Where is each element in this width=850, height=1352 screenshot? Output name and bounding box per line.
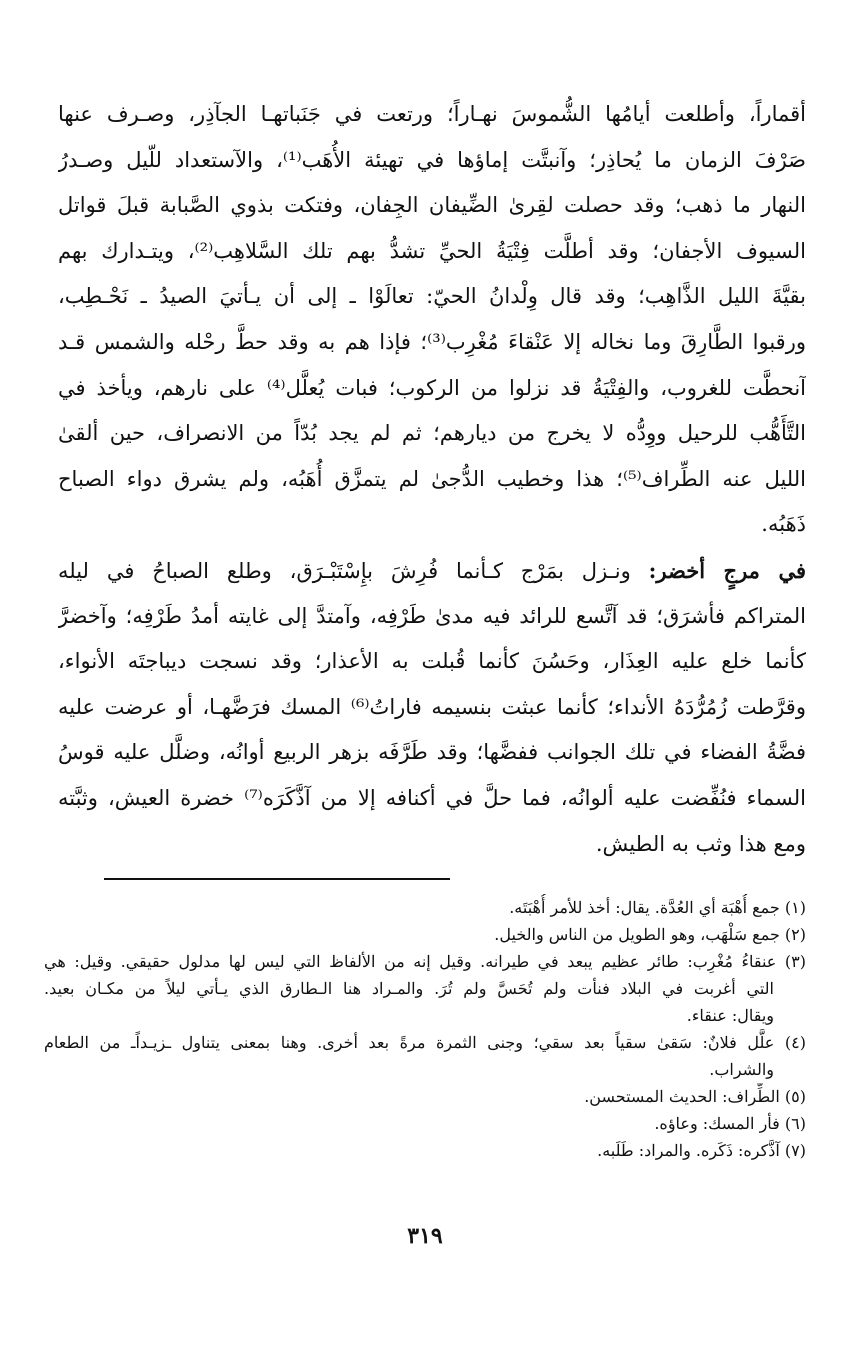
footnote: (٢) جمع سَلْهَب، وهو الطويل من الناس والخيل. (494, 925, 806, 944)
section-first-line (58, 548, 806, 594)
footnote: (٧) آذَّكره: ذَكَره. والمراد: طَلَبه. (597, 1141, 806, 1160)
footnote-continuation: ويقال: عنقاء. (686, 1006, 774, 1025)
text-line-rest: ونـزل بمَرْج كـأنما فُرِشَ بإِسْتَبْـرَق، وطلع الصباحُ في ليله (58, 558, 631, 583)
page-number: ٣١٩ (407, 1223, 443, 1249)
text-line: الليل عنه الطِّراف⁽⁵⁾؛ هذا وخطيب الدُّجىٰ لم يتمزَّق أُهَبُه، ولم يشرق دواء الصباح (58, 466, 806, 491)
text-line: التَّأَهُّب للرحيل ووِدُّه لا يخرج من ديارهم؛ ثم لم يجد بُدّاً من الانصراف، حين ألقىٰ (58, 421, 806, 446)
footnote: (٤) علَّل فلانٌ: سَقىٰ سقياً بعد سقي؛ وجنى الثمرة مرةً بعد أخرى. وهنا بمعنى يتناول ـزيـداًـ من الطعام (44, 1033, 806, 1052)
section-heading: في مرجٍ أخضر: (648, 557, 806, 583)
text-line: وقرَّطت زُمُرُّدَهُ الأنداء؛ كأنما عبثت بنسيمه فاراتُ⁽⁶⁾ المسك فرَضَّهـا، أو عرضت عليه (58, 694, 806, 719)
footnote-continuation: والشراب. (709, 1060, 774, 1079)
text-line: صَرْفَ الزمان ما يُحاذِر؛ وآنبتَّت إماؤها في تهيئة الأُهَب⁽¹⁾، والآستعداد للّيل وصـدرُ (58, 147, 806, 172)
text-line: كأنما خلع عليه العِذَار، وحَسُنَ كأنما قُبلت به الأعذار؛ وقد نسجت ديباجتَه الأنواء، (58, 649, 806, 674)
footnote: (١) جمع أُهْبَة أي العُدَّة. يقال: أخذ للأمر أُهْبَتَه. (509, 898, 806, 917)
text-line: فضَّةُ الفضاء في تلك الجوانب ففضَّها؛ وقد طَرَّفَه بزهر الربيع أوانُه، وضلَّل عليه قوسُ (58, 740, 806, 765)
footnote-separator (104, 878, 450, 880)
text-line: السماء فنُفِّضت عليه ألوانُه، فما حلَّ في أكنافه إلا من آذَّكَرَه⁽⁷⁾ خضرة العيش، وثبَّته (58, 785, 806, 810)
text-line: بقيَّةَ الليل الذَّاهِب؛ وقد قال وِلْدانُ الحيّ: تعالَوْا ـ إلى أن يـأتيَ الصيدُ ـ نَحْـطِب، (58, 284, 806, 309)
text-line: آنحطَّت للغروب، والفِتْيَةُ قد نزلوا من الركوب؛ فبات يُعلَّل⁽⁴⁾ على نارهم، ويأخذ في (58, 375, 806, 400)
footnotes (44, 894, 806, 1164)
text-line: ورقبوا الطَّارِقَ وما نخاله إلا عَنْقاءَ مُغْرِب⁽³⁾؛ فإذا هم به وقد حطَّ رحْله والشمس قـد (58, 329, 806, 354)
text-line: ذَهَبُه. (761, 512, 806, 537)
footnote: (٥) الطِّراف: الحديث المستحسن. (584, 1087, 806, 1106)
footnote: (٦) فأر المسك: وعاؤه. (654, 1114, 806, 1133)
text-line: النهار ما ذهب؛ وقد حصلت لقِرىٰ الضِّيفان الجِفان، وفتكت بذوي الصَّبابة قبلَ قواتل (58, 193, 806, 218)
footnote: (٣) عنقاءُ مُغْرِب: طائر عظيم يبعد في طيرانه. وقيل إنه من الألفاظ التي ليس لها مدلول حقيقي. وقيل: هي (44, 952, 806, 971)
main-text (58, 92, 806, 867)
footnote-continuation: التي أغربت في البلاد فنأت ولم تُحَسَّ ولم تُرَ. والمـراد هنا الـطارق الذي يـأتي ليلاً من مكـان بعيد. (44, 979, 774, 998)
text-line: أقماراً، وأطلعت أيامُها الشُّموسَ نهـاراً؛ ورتعت في جَنَباتهـا الجآذِر، وصـرف عنها (58, 102, 806, 126)
text-line: ومع هذا وثب به الطيش. (595, 831, 806, 856)
text-line: المتراكم فأشرَق؛ قد آتَّسع للرائد فيه مدىٰ طَرْفِه، وآمتدَّ إلى غايته أمدُ طَرْفِه؛ وآخضرَّ (58, 603, 806, 628)
text-line: السيوف الأجفان؛ وقد أطلَّت فِتْيَةُ الحيِّ تشدُّ بهم تلك السَّلاهِب⁽²⁾، ويتـدارك بهم (58, 238, 806, 263)
